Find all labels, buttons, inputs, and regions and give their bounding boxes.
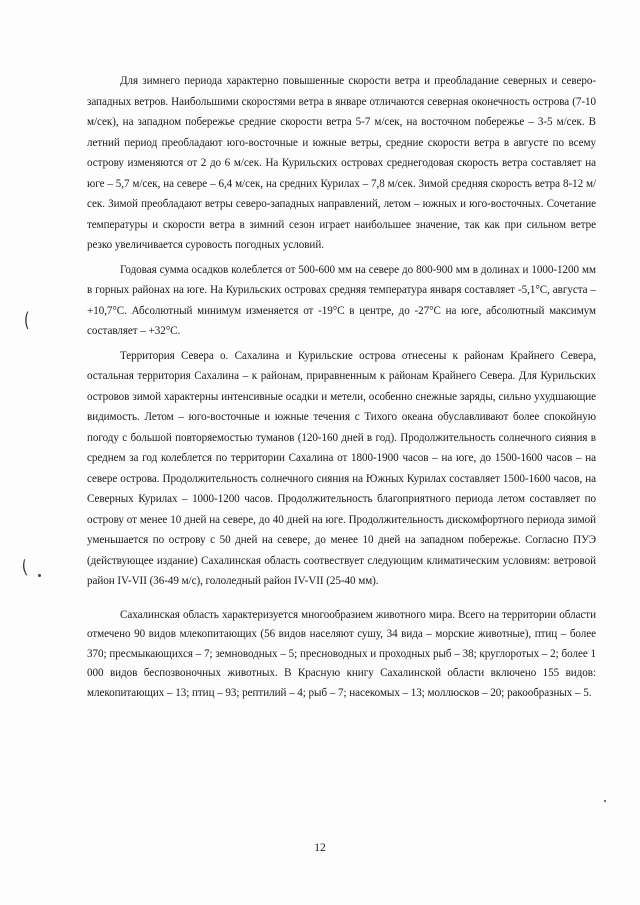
paragraph-precipitation: Годовая сумма осадков колеблется от 500-600 мм на севере до 800-900 мм в долинах и 1000-1200 мм в горных районах на юге. На Курильских островах средняя температура января составляет -5,1°C, августа – +10,7°C. Абсолютный минимум изменяется от -19°C в центре, до -27°C на юге, абсолютный максимум составляет – +32°C. xyxy=(87,263,596,337)
binder-hole-mark: ( xyxy=(20,557,29,579)
paragraph-fauna: Сахалинская область характеризуется многообразием животного мира. Всего на территории области отмечено 90 видов млекопитающих (56 видов населяют сушу, 34 вида – морские животные), птиц – более 370; пресмыкающихся – 7; земноводных – 5; пресноводных и проходных рыб – 38; круглоротых – 2; более 1 000 видов беспозвоночных животных. В Красную книгу Сахалинской области включено 155 видов: млекопитающих – 13; птиц – 93; рептилий – 4; рыб – 7; насекомых – 13; моллюсков – 20; ракообразных – 5. xyxy=(87,608,596,699)
scan-speck xyxy=(38,574,41,577)
scan-speck xyxy=(604,800,606,802)
page-number: 12 xyxy=(314,842,326,854)
binder-hole-mark: ( xyxy=(24,309,30,333)
paragraph-far-north: Территория Севера о. Сахалина и Курильские острова отнесены к районам Крайнего Севера, остальная территория Сахалина – к районам, приравненным к районам Крайнего Севера. Для Курильских островов зимой характерны интенсивные осадки и метели, особенно снежные заряды, сильно ухудшающие видимость. Летом – юго-восточные и южные течения с Тихого океана обуславливают более спокойную погоду с большой повторяемостью туманов (120-160 дней в год). Продолжительность солнечного сияния в среднем за год колеблется по территории Сахалина от 1800-1900 часов – на юге, до 1500-1600 часов – на севере острова. Продолжительность солнечного сияния на Южных Курилах составляет 1500-1600 часов, на Северных Курилах – 1000-1200 часов. Продолжительность благоприятного периода летом составляет по острову от менее 10 дней на севере, до 40 дней на юге. Продолжительность дискомфортного периода зимой уменьшается по острову с 50 дней на севере, до менее 10 дней на западном побережье. Согласно ПУЭ (действующее издание) Сахалинская область соотвествует следующим климатическим условиям: ветровой район IV-VII (36-49 м/с), гололедный район IV-VII (25-40 мм). xyxy=(87,349,596,587)
paragraph-wind: Для зимнего периода характерно повышенные скорости ветра и преобладание северных и северо-западных ветров. Наибольшими скоростями ветра в январе отличаются северная оконечность острова (7-10 м/сек), на западном побережье средние скорости ветра 5-7 м/сек, на восточном побережье – 3-5 м/сек. В летний период преобладают юго-восточные и южные ветры, средние скорости ветра в августе по всему острову изменяются от 2 до 6 м/сек. На Курильских островах среднегодовая скорость ветра составляет на юге – 5,7 м/сек, на севере – 6,4 м/сек, на средних Курилах – 7,8 м/сек. Зимой средняя скорость ветра 8-12 м/сек. Зимой преобладают ветры северо-западных направлений, летом – южных и юго-восточных. Сочетание температуры и скорости ветра в зимний сезон играет наибольшее значение, так как при сильном ветре резко увеличивается суровость погодных условий. xyxy=(87,75,596,251)
body-text xyxy=(87,71,596,703)
